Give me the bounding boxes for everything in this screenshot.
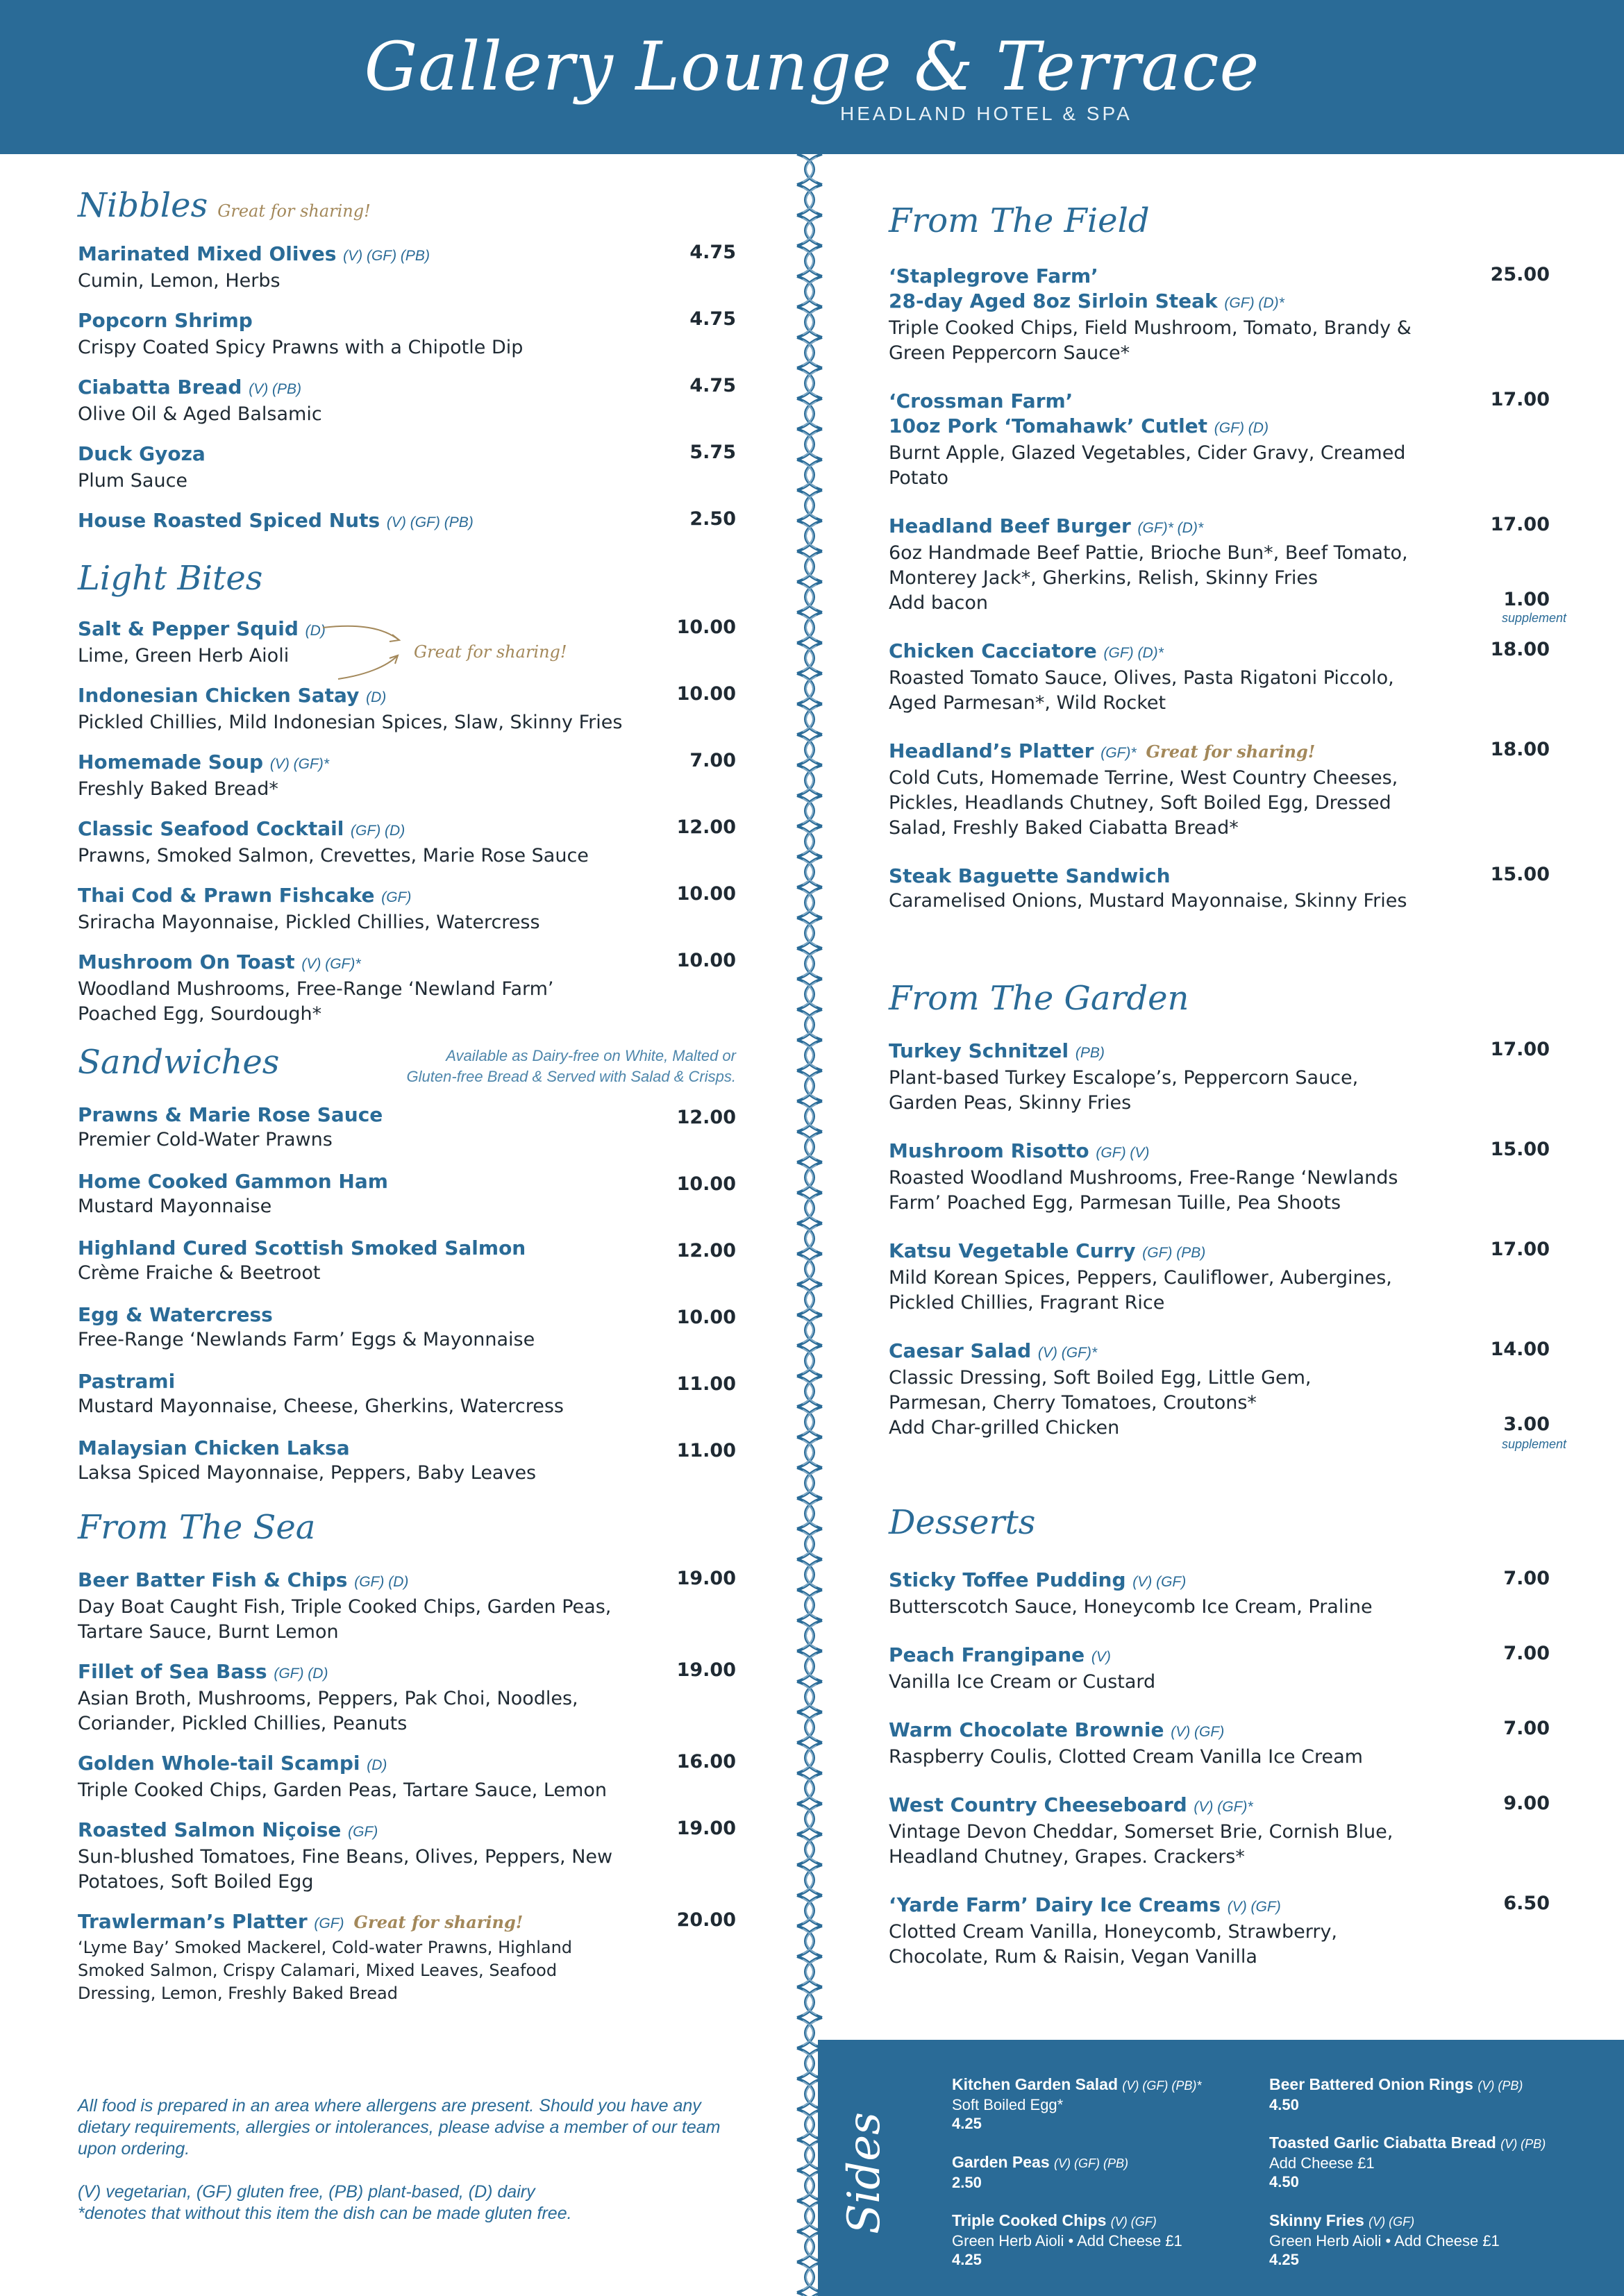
menu-item — [889, 1793, 1550, 1870]
dietary-tags: (GF) (D) — [351, 823, 405, 839]
item-name: West Country Cheeseboard — [889, 1793, 1187, 1816]
item-name-line2: 28-day Aged 8oz Sirloin Steak — [889, 290, 1218, 312]
side-description: Green Herb Aioli • Add Cheese £1 — [1269, 2232, 1500, 2249]
dietary-tags: (GF)* (D)* — [1137, 520, 1203, 536]
item-name: Beer Batter Fish & Chips — [78, 1568, 348, 1591]
venue-title: Gallery Lounge & Terrace — [364, 28, 1260, 106]
menu-item — [889, 1139, 1550, 1216]
item-description: Triple Cooked Chips, Field Mushroom, Tomato, Brandy & Green Peppercorn Sauce* — [889, 317, 1412, 364]
item-name-line2: 10oz Pork ‘Tomahawk’ Cutlet — [889, 414, 1208, 437]
item-price: 2.50 — [689, 508, 736, 530]
item-description: Olive Oil & Aged Balsamic — [78, 403, 322, 425]
item-name: Chicken Cacciatore — [889, 639, 1097, 662]
side-price: 4.50 — [1269, 2173, 1299, 2190]
dietary-legend: (V) vegetarian, (GF) gluten free, (PB) plant-based, (D) dairy — [78, 2182, 535, 2202]
side-name: Beer Battered Onion Rings — [1269, 2075, 1473, 2093]
item-price: 7.00 — [1503, 1568, 1550, 1589]
dietary-tags: (PB) — [1075, 1045, 1105, 1061]
item-description: ‘Lyme Bay’ Smoked Mackerel, Cold-water Prawns, Highland Smoked Salmon, Crispy Calamari, Mixed Leaves, Seafood Dressing, Lemon, Freshly Baked Bread — [78, 1938, 573, 2003]
menu-item — [889, 1568, 1550, 1620]
side-name: Triple Cooked Chips — [952, 2211, 1107, 2229]
dietary-tags: (V) (GF)* — [269, 756, 329, 772]
menu-item — [78, 950, 736, 1027]
item-price: 19.00 — [676, 1568, 736, 1589]
item-name: Marinated Mixed Olives — [78, 242, 337, 265]
supplement-label: supplement — [1501, 1437, 1566, 1451]
menu-item — [889, 514, 1566, 625]
dietary-tags: (V) (GF) — [1368, 2215, 1415, 2229]
side-name: Toasted Garlic Ciabatta Bread — [1269, 2134, 1496, 2152]
menu-item — [78, 442, 736, 494]
item-price: 20.00 — [676, 1909, 736, 1931]
menu-item — [889, 1239, 1550, 1316]
item-description: Pickled Chillies, Mild Indonesian Spices, Slaw, Skinny Fries — [78, 712, 623, 733]
item-name: Mushroom Risotto — [889, 1139, 1089, 1162]
item-description: Woodland Mushrooms, Free-Range ‘Newland Farm’ Poached Egg, Sourdough* — [78, 978, 554, 1025]
item-extra: Add bacon — [889, 592, 989, 614]
item-description: Cumin, Lemon, Herbs — [78, 270, 281, 292]
menu-item — [889, 1643, 1550, 1695]
side-price: 4.25 — [952, 2251, 982, 2268]
sharing-note: Great for sharing! — [217, 201, 371, 221]
menu-item — [78, 1103, 736, 1153]
dietary-tags: (V) (GF) — [1171, 1724, 1225, 1740]
side-description: Green Herb Aioli • Add Cheese £1 — [952, 2232, 1182, 2249]
left-column — [78, 0, 736, 2296]
extra-price: 1.00 — [1503, 589, 1550, 610]
item-description: Roasted Woodland Mushrooms, Free-Range ‘Newlands Farm’ Poached Egg, Parmesan Tuille, Pea Shoots — [889, 1167, 1398, 1214]
menu-item — [78, 308, 736, 360]
item-price: 15.00 — [1490, 1139, 1550, 1160]
menu-item — [78, 1568, 736, 1645]
dietary-tags: (GF) (D) — [354, 1574, 409, 1590]
dietary-tags: (GF) — [381, 889, 412, 905]
side-name: Kitchen Garden Salad — [952, 2075, 1119, 2093]
item-description: Mustard Mayonnaise, Cheese, Gherkins, Watercress — [78, 1396, 564, 1417]
sharing-note: Great for sharing! — [414, 642, 567, 662]
dietary-tags: (V) (GF)* — [1194, 1799, 1253, 1815]
menu-item — [78, 1909, 736, 2005]
item-name: ‘Staplegrove Farm’ — [889, 265, 1098, 287]
item-description: Day Boat Caught Fish, Triple Cooked Chips, Garden Peas, Tartare Sauce, Burnt Lemon — [78, 1596, 612, 1643]
item-name: Salt & Pepper Squid — [78, 617, 299, 640]
item-description: Plant-based Turkey Escalope’s, Peppercorn Sauce, Garden Peas, Skinny Fries — [889, 1067, 1359, 1114]
item-description: Roasted Tomato Sauce, Olives, Pasta Rigatoni Piccolo, Aged Parmesan*, Wild Rocket — [889, 667, 1394, 714]
item-description: Crème Fraiche & Beetroot — [78, 1262, 321, 1284]
side-item — [1269, 2211, 1561, 2270]
dietary-tags: (GF) (D) — [1214, 420, 1269, 436]
menu-item — [78, 375, 736, 427]
item-name: Headland’s Platter — [889, 739, 1094, 762]
side-item — [1269, 2133, 1561, 2192]
side-item — [952, 2211, 1244, 2270]
menu-item — [889, 1718, 1550, 1770]
item-name: Thai Cod & Prawn Fishcake — [78, 884, 375, 907]
side-item — [952, 2152, 1244, 2193]
dietary-tags: (GF)* — [1100, 745, 1137, 761]
item-price: 4.75 — [689, 242, 736, 263]
item-description: Premier Cold-Water Prawns — [78, 1129, 333, 1150]
menu-item — [889, 1039, 1550, 1116]
item-price: 12.00 — [676, 816, 736, 838]
dietary-tags: (GF) (D)* — [1224, 295, 1284, 311]
item-description: Vintage Devon Cheddar, Somerset Brie, Cornish Blue, Headland Chutney, Grapes. Crackers* — [889, 1821, 1393, 1868]
side-description: Soft Boiled Egg* — [952, 2096, 1064, 2113]
item-description: Mild Korean Spices, Peppers, Cauliflower, Aubergines, Pickled Chillies, Fragrant Rice — [889, 1267, 1392, 1314]
hotel-subtitle: HEADLAND HOTEL & SPA — [840, 103, 1132, 124]
item-name: Trawlerman’s Platter — [78, 1910, 308, 1933]
section-title-sandwiches: Sandwiches — [78, 1043, 280, 1082]
item-name: Peach Frangipane — [889, 1643, 1085, 1666]
item-price: 14.00 — [1490, 1339, 1550, 1360]
item-name: Roasted Salmon Niçoise — [78, 1818, 342, 1841]
item-name: Steak Baguette Sandwich — [889, 864, 1171, 887]
item-description: Mustard Mayonnaise — [78, 1196, 272, 1217]
side-name: Garden Peas — [952, 2153, 1050, 2171]
item-price: 12.00 — [676, 1240, 736, 1262]
item-description: Lime, Green Herb Aioli — [78, 645, 290, 667]
menu-item — [78, 1818, 736, 1895]
item-price: 11.00 — [676, 1373, 736, 1395]
item-description: Sriracha Mayonnaise, Pickled Chillies, Watercress — [78, 912, 540, 933]
item-name: Turkey Schnitzel — [889, 1039, 1069, 1062]
menu-item — [78, 1751, 736, 1803]
item-price: 7.00 — [1503, 1643, 1550, 1664]
section-title-light-bites: Light Bites — [78, 559, 263, 598]
item-description: Cold Cuts, Homemade Terrine, West Country Cheeses, Pickles, Headlands Chutney, Soft Boiled Egg, Dressed Salad, Freshly Baked Ciabatta Bread* — [889, 767, 1398, 839]
item-price: 6.50 — [1503, 1893, 1550, 1914]
item-price: 16.00 — [676, 1751, 736, 1773]
dietary-tags: (V) (PB) — [249, 381, 302, 397]
sharing-note: Great for sharing! — [353, 1912, 524, 1932]
dietary-tags: (GF) (D) — [274, 1666, 328, 1682]
dietary-tags: (V) (GF) (PB) — [386, 514, 474, 530]
item-price: 7.00 — [689, 750, 736, 771]
menu-item — [889, 389, 1550, 491]
menu-item — [78, 1369, 736, 1419]
dietary-tags: (V) (GF)* — [301, 956, 361, 972]
item-name: Fillet of Sea Bass — [78, 1660, 267, 1683]
dietary-tags: (V) (GF) — [1132, 1574, 1187, 1590]
item-name: Duck Gyoza — [78, 442, 206, 465]
item-description: Prawns, Smoked Salmon, Crevettes, Marie Rose Sauce — [78, 845, 589, 866]
menu-item — [78, 683, 736, 735]
dietary-tags: (V) (GF)* — [1037, 1345, 1098, 1361]
dietary-tags: (V) (GF) — [1227, 1899, 1281, 1915]
item-description: Asian Broth, Mushrooms, Peppers, Pak Choi, Noodles, Coriander, Pickled Chillies, Peanuts — [78, 1688, 578, 1734]
item-name: Warm Chocolate Brownie — [889, 1718, 1164, 1741]
item-price: 17.00 — [1490, 1039, 1550, 1060]
dietary-tags: (V) (PB) — [1477, 2079, 1523, 2093]
item-description: Burnt Apple, Glazed Vegetables, Cider Gravy, Creamed Potato — [889, 442, 1406, 489]
item-description: 6oz Handmade Beef Pattie, Brioche Bun*, Beef Tomato, Monterey Jack*, Gherkins, Relish, Skinny Fries — [889, 542, 1408, 589]
menu-item — [889, 639, 1550, 716]
menu-item — [889, 864, 1550, 914]
right-column — [889, 0, 1566, 2034]
item-name: Prawns & Marie Rose Sauce — [78, 1103, 383, 1126]
nibbles-heading: Nibbles — [78, 186, 208, 225]
item-description: Sun-blushed Tomatoes, Fine Beans, Olives, Peppers, New Potatoes, Soft Boiled Egg — [78, 1846, 613, 1893]
item-price: 10.00 — [676, 683, 736, 705]
item-price: 17.00 — [1490, 1239, 1550, 1260]
section-title-garden: From The Garden — [889, 979, 1189, 1018]
item-price: 10.00 — [676, 1307, 736, 1328]
item-price: 17.00 — [1490, 514, 1550, 535]
item-price: 10.00 — [676, 883, 736, 905]
item-description: Vanilla Ice Cream or Custard — [889, 1671, 1156, 1693]
item-name: ‘Yarde Farm’ Dairy Ice Creams — [889, 1893, 1221, 1916]
dietary-tags: (GF) (V) — [1096, 1145, 1150, 1161]
item-name: Katsu Vegetable Curry — [889, 1239, 1136, 1262]
item-price: 4.75 — [689, 308, 736, 330]
item-price: 18.00 — [1490, 739, 1550, 760]
item-price: 9.00 — [1503, 1793, 1550, 1814]
item-description: Classic Dressing, Soft Boiled Egg, Little Gem, Parmesan, Cherry Tomatoes, Croutons* — [889, 1367, 1312, 1414]
item-name: Egg & Watercress — [78, 1303, 273, 1326]
menu-item — [889, 739, 1550, 841]
side-price: 4.50 — [1269, 2096, 1299, 2113]
sandwich-note-line: Gluten-free Bread & Served with Salad & Crisps. — [406, 1068, 736, 1085]
item-name: Malaysian Chicken Laksa — [78, 1436, 350, 1459]
section-title-sea: From The Sea — [78, 1508, 316, 1547]
menu-item — [78, 816, 736, 869]
menu-item — [78, 1436, 736, 1486]
menu-item — [78, 883, 736, 935]
sandwich-note-line: Available as Dairy-free on White, Malted or — [446, 1047, 736, 1064]
section-title-field: From The Field — [889, 201, 1150, 240]
section-title-nibbles — [78, 186, 371, 225]
item-price: 19.00 — [676, 1659, 736, 1681]
menu-item — [78, 1236, 736, 1286]
menu-item — [889, 1893, 1550, 1970]
side-price: 4.25 — [1269, 2251, 1299, 2268]
menu-item — [889, 264, 1550, 366]
allergen-notice — [78, 2095, 737, 2224]
item-description: Crispy Coated Spicy Prawns with a Chipotle Dip — [78, 337, 524, 358]
dietary-tags: (D) — [366, 689, 387, 705]
side-item — [1269, 2075, 1561, 2115]
item-extra: Add Char-grilled Chicken — [889, 1417, 1120, 1439]
extra-price: 3.00 — [1503, 1414, 1550, 1435]
item-name: Sticky Toffee Pudding — [889, 1568, 1126, 1591]
dietary-tags: (V) (GF) — [1110, 2215, 1157, 2229]
item-name: Highland Cured Scottish Smoked Salmon — [78, 1237, 526, 1259]
item-name: Classic Seafood Cocktail — [78, 817, 344, 840]
menu-item — [889, 1339, 1566, 1451]
item-price: 11.00 — [676, 1440, 736, 1461]
item-name: Pastrami — [78, 1370, 176, 1393]
side-price: 4.25 — [952, 2115, 982, 2132]
item-description: Freshly Baked Bread* — [78, 778, 278, 800]
item-description: Triple Cooked Chips, Garden Peas, Tartare Sauce, Lemon — [78, 1779, 607, 1801]
item-name: ‘Crossman Farm’ — [889, 389, 1073, 412]
sharing-note: Great for sharing! — [1146, 741, 1316, 762]
dietary-tags: (V) — [1091, 1649, 1111, 1665]
item-description: Caramelised Onions, Mustard Mayonnaise, Skinny Fries — [889, 890, 1407, 912]
rope-divider — [792, 154, 828, 2296]
item-description: Raspberry Coulis, Clotted Cream Vanilla Ice Cream — [889, 1746, 1363, 1768]
item-price: 5.75 — [689, 442, 736, 463]
menu-item — [78, 1659, 736, 1736]
item-description: Free-Range ‘Newlands Farm’ Eggs & Mayonnaise — [78, 1329, 535, 1350]
gluten-free-note: *denotes that without this item the dish can be made gluten free. — [78, 2204, 572, 2223]
item-price: 12.00 — [676, 1107, 736, 1128]
item-name: Ciabatta Bread — [78, 376, 242, 399]
dietary-tags: (V) (PB) — [1500, 2137, 1546, 2151]
dietary-tags: (V) (GF) (PB) — [343, 248, 430, 264]
dietary-tags: (GF) — [348, 1824, 378, 1840]
item-name: Headland Beef Burger — [889, 514, 1131, 537]
supplement-label: supplement — [1501, 611, 1566, 625]
side-name: Skinny Fries — [1269, 2211, 1364, 2229]
item-name: Popcorn Shrimp — [78, 309, 253, 332]
dietary-tags: (GF) (D)* — [1103, 645, 1164, 661]
item-description: Laksa Spiced Mayonnaise, Peppers, Baby Leaves — [78, 1462, 537, 1484]
item-price: 25.00 — [1490, 264, 1550, 285]
allergen-text: All food is prepared in an area where allergens are present. Should you have any dietary requirements, allergies or intolerances, please advise a member of our team upon ordering. — [78, 2096, 721, 2159]
item-price: 10.00 — [676, 617, 736, 638]
dietary-tags: (V) (GF) (PB) — [1054, 2156, 1129, 2170]
item-name: Homemade Soup — [78, 751, 264, 773]
sandwich-note — [407, 1046, 736, 1087]
item-price: 10.00 — [676, 1173, 736, 1195]
section-title-desserts: Desserts — [889, 1503, 1036, 1542]
item-price: 17.00 — [1490, 389, 1550, 410]
dietary-tags: (D) — [305, 623, 326, 639]
item-price: 4.75 — [689, 375, 736, 396]
menu-item — [78, 242, 736, 294]
side-price: 2.50 — [952, 2174, 982, 2191]
menu-item — [78, 1302, 736, 1352]
sides-panel — [818, 2040, 1624, 2296]
item-price: 7.00 — [1503, 1718, 1550, 1739]
item-description: Plum Sauce — [78, 470, 188, 492]
dietary-tags: (V) (GF) (PB)* — [1122, 2079, 1202, 2093]
side-description: Add Cheese £1 — [1269, 2154, 1375, 2172]
item-name: Home Cooked Gammon Ham — [78, 1170, 388, 1193]
item-name: Caesar Salad — [889, 1339, 1032, 1362]
item-name: House Roasted Spiced Nuts — [78, 509, 380, 532]
menu-item — [78, 508, 736, 535]
item-price: 15.00 — [1490, 864, 1550, 885]
dietary-tags: (GF) — [314, 1916, 344, 1932]
item-name: Golden Whole-tail Scampi — [78, 1752, 360, 1775]
sides-heading: Sides — [839, 2112, 890, 2234]
side-item — [952, 2075, 1244, 2134]
item-description: Butterscotch Sauce, Honeycomb Ice Cream, Praline — [889, 1596, 1373, 1618]
menu-item — [78, 1169, 736, 1219]
item-description: Clotted Cream Vanilla, Honeycomb, Strawberry, Chocolate, Rum & Raisin, Vegan Vanilla — [889, 1921, 1338, 1968]
dietary-tags: (D) — [367, 1757, 387, 1773]
item-price: 18.00 — [1490, 639, 1550, 660]
item-name: Mushroom On Toast — [78, 950, 295, 973]
dietary-tags: (GF) (PB) — [1142, 1245, 1206, 1261]
menu-item — [78, 750, 736, 802]
item-price: 10.00 — [676, 950, 736, 971]
item-name: Indonesian Chicken Satay — [78, 684, 360, 707]
item-price: 19.00 — [676, 1818, 736, 1839]
